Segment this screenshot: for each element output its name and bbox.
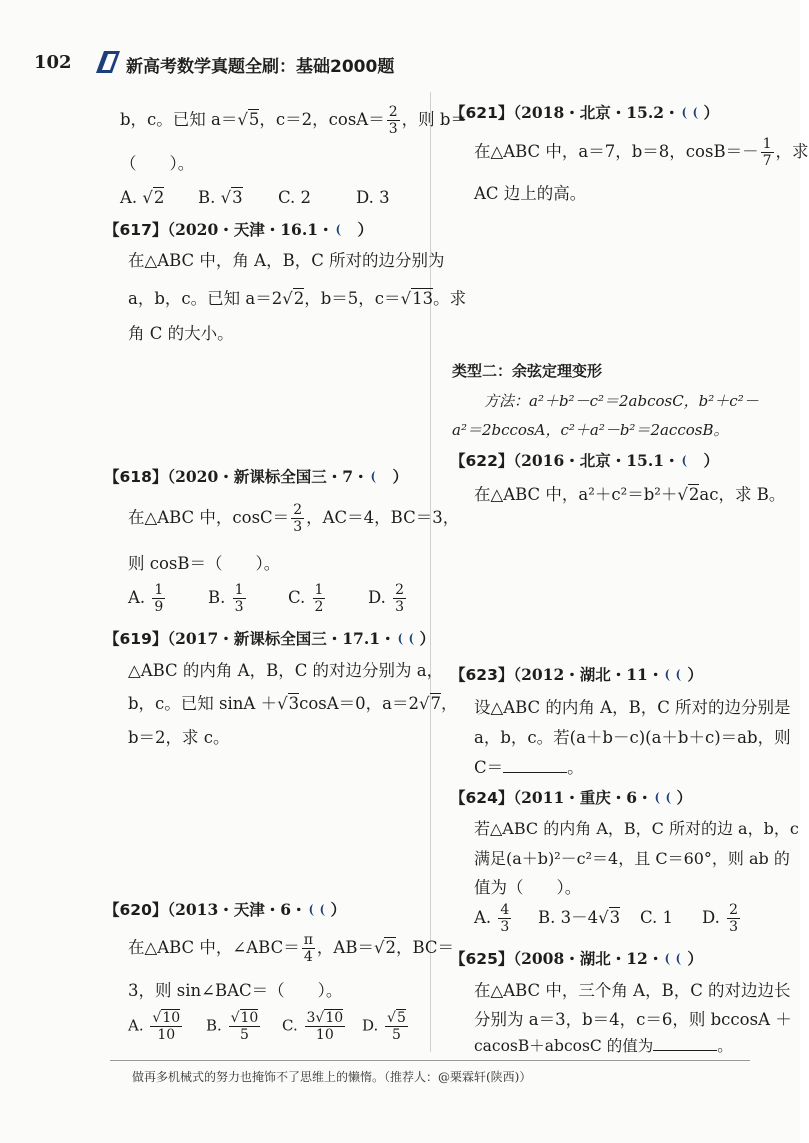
problem-620-options: [128, 1010, 410, 1043]
method-line-2: a²＝2bccosA，c²＋a²－b²＝2accosB。: [452, 421, 729, 439]
option-b: B. 3－4√3: [538, 908, 621, 928]
option-a: A. $\frac{1}{9}$: [128, 582, 164, 616]
option-d: D. $\frac{2}{3}$: [702, 902, 739, 936]
problem-623-line-3: C＝ 。: [474, 758, 584, 777]
problem-618-header: 【618】（2020・新课标全国三・7・ ）: [104, 467, 409, 486]
difficulty-icon: [663, 952, 687, 966]
problem-621-header: 【621】（2018・北京・15.2・ ）: [450, 103, 720, 122]
problem-623-header: 【623】（2012・湖北・11・ ）: [450, 665, 703, 684]
problem-617-line-2: a，b，c。已知 a＝2√2，b＝5，c＝√13。求: [128, 289, 467, 308]
page-number: 102: [34, 52, 72, 73]
book-logo-icon: [96, 49, 122, 75]
problem-617-header: 【617】（2020・天津・16.1・ ）: [104, 220, 374, 239]
difficulty-icon: [334, 223, 358, 237]
problem-622-header: 【622】（2016・北京・15.1・ ）: [450, 451, 720, 470]
option-d: D. $\frac{√5}{5}$: [362, 1010, 406, 1044]
problem-625-line-1: 在△ABC 中，三个角 A，B，C 的对边边长: [474, 981, 791, 1000]
option-a: A. $\frac{√10}{10}$: [128, 1010, 181, 1044]
difficulty-icon: [680, 106, 704, 120]
problem-624-line-2: 满足(a＋b)²－c²＝4，且 C＝60°，则 ab 的: [474, 849, 790, 868]
problem-624-options: [474, 902, 742, 935]
problem-617-line-1: 在△ABC 中，角 A，B，C 所对的边分别为: [128, 251, 445, 270]
problem-616-options: [120, 188, 390, 207]
method-line-1: 方法：a²＋b²－c²＝2abcosC，b²＋c²－: [484, 392, 759, 410]
footer-quote: 做再多机械式的努力也掩饰不了思维上的懒惰。（推荐人：@栗霖轩(陕西)）: [132, 1070, 532, 1084]
option-a: A. √2: [120, 188, 165, 207]
option-c: C. 2: [278, 188, 312, 207]
option-c: C. 1: [640, 908, 674, 928]
problem-623-line-1: 设△ABC 的内角 A，B，C 所对的边分别是: [474, 698, 791, 717]
difficulty-icon: [680, 454, 704, 468]
problem-619-header: 【619】（2017・新课标全国三・17.1・ ）: [104, 629, 436, 648]
column-divider: [430, 92, 431, 1052]
difficulty-icon: [663, 668, 687, 682]
answer-blank: [653, 1038, 717, 1051]
option-b: B. √3: [198, 188, 243, 207]
problem-624-header: 【624】（2011・重庆・6・ ）: [450, 788, 693, 807]
difficulty-icon: [307, 903, 331, 917]
problem-622-line-1: 在△ABC 中，a²＋c²＝b²＋√2ac，求 B。: [474, 485, 786, 504]
option-d: D. 3: [356, 188, 390, 207]
problem-625-line-2: 分别为 a＝3，b＝4，c＝6，则 bccosA ＋: [474, 1010, 792, 1029]
problem-621-line-2: AC 边上的高。: [474, 184, 587, 203]
problem-618-options: [128, 582, 408, 615]
problem-616-line-2: （ ）。: [120, 154, 195, 173]
option-b: B. $\frac{√10}{5}$: [206, 1010, 259, 1044]
answer-blank: [503, 760, 567, 773]
problem-623-line-2: a，b，c。若(a＋b－c)(a＋b＋c)＝ab，则: [474, 728, 791, 747]
problem-616-line-1: b，c。已知 a＝√5，c＝2，cosA＝ $\frac{2}{3}$ ，则 b＝: [120, 104, 467, 138]
problem-625-header: 【625】（2008・湖北・12・ ）: [450, 949, 703, 968]
problem-619-line-2: b，c。已知 sinA ＋√3cosA＝0，a＝2√7，: [128, 694, 458, 713]
difficulty-icon: [653, 791, 677, 805]
footer-rule: [110, 1060, 750, 1061]
problem-618-line-2: 则 cosB＝（ ）。: [128, 554, 281, 573]
difficulty-icon: [396, 632, 420, 646]
problem-621-line-1: 在△ABC 中，a＝7，b＝8，cosB＝－ $\frac{1}{7}$ ，求: [474, 136, 809, 170]
problem-620-line-2: 3，则 sin∠BAC＝（ ）。: [128, 981, 343, 1000]
problem-624-line-3: 值为（ ）。: [474, 878, 582, 897]
option-a: A. $\frac{4}{3}$: [474, 902, 510, 936]
problem-624-line-1: 若△ABC 的内角 A，B，C 所对的边 a，b，c: [474, 819, 799, 838]
section-title: 类型二：余弦定理变形: [452, 362, 603, 380]
difficulty-icon: [369, 470, 393, 484]
option-c: C. $\frac{3√10}{10}$: [282, 1010, 344, 1044]
problem-625-line-3: cacosB＋abcosC 的值为 。: [474, 1037, 733, 1055]
book-title: 新高考数学真题全刷：基础2000题: [126, 57, 395, 77]
option-c: C. $\frac{1}{2}$: [288, 582, 324, 616]
problem-620-header: 【620】（2013・天津・6・ ）: [104, 900, 347, 919]
problem-619-line-3: b＝2，求 c。: [128, 728, 230, 747]
problem-618-line-1: 在△ABC 中，cosC＝ $\frac{2}{3}$ ，AC＝4，BC＝3，: [128, 502, 460, 536]
problem-617-line-3: 角 C 的大小。: [128, 324, 234, 343]
option-b: B. $\frac{1}{3}$: [208, 582, 244, 616]
problem-619-line-1: △ABC 的内角 A，B，C 的对边分别为 a，: [128, 661, 444, 680]
problem-620-line-1: 在△ABC 中，∠ABC＝ $\frac{\pi}{4}$ ，AB＝√2，BC＝: [128, 932, 455, 966]
option-d: D. $\frac{2}{3}$: [368, 582, 405, 616]
